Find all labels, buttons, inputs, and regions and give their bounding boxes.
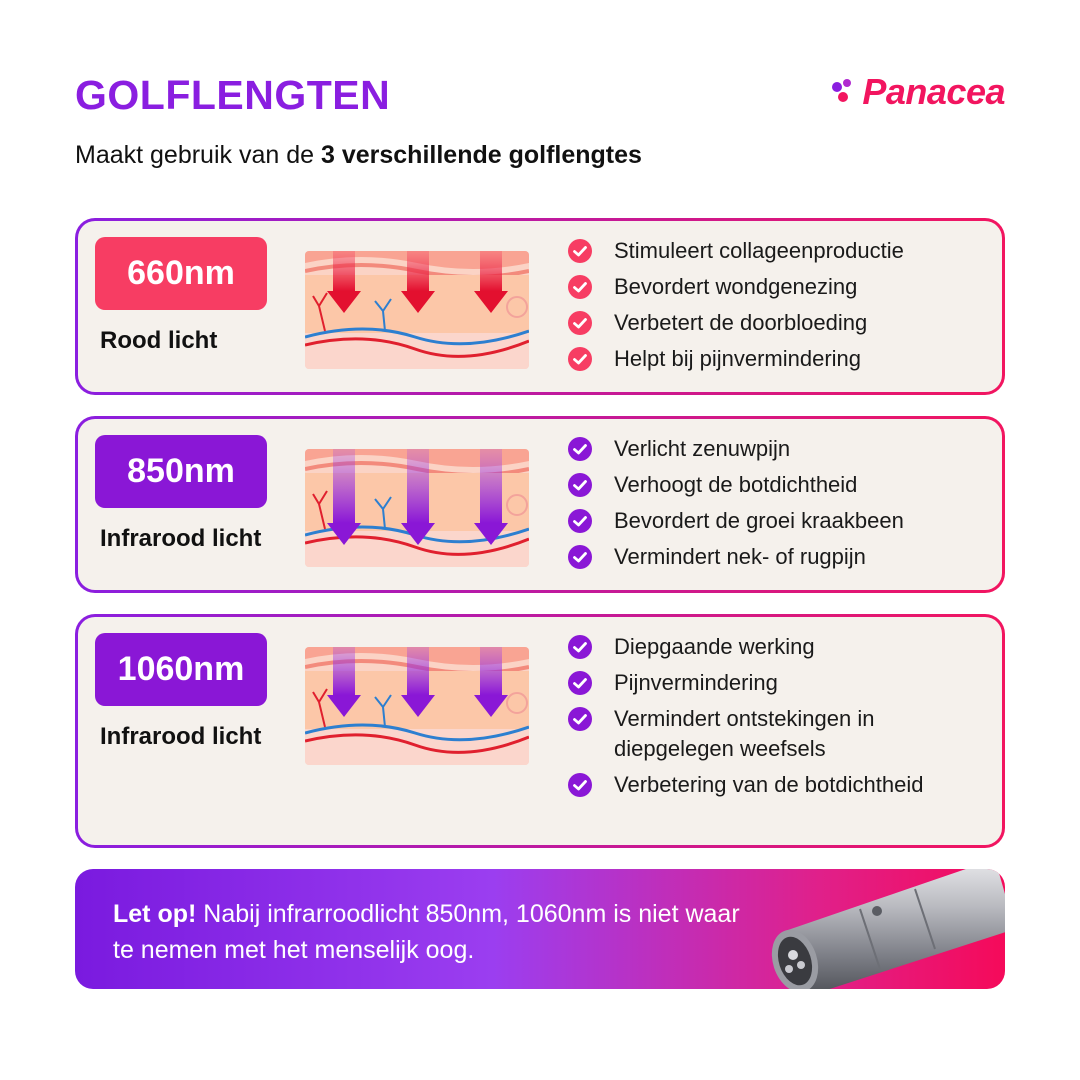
benefit-item [568,434,904,464]
check-circle-icon [568,437,592,461]
wavelength-badge: 660nm [95,237,267,310]
benefit-text: Vermindert nek- of rugpijn [614,544,866,569]
benefit-item [568,506,904,536]
subtitle [75,141,642,170]
benefit-item [568,632,938,662]
down-arrow-icon [474,449,508,545]
check-circle-icon [568,509,592,533]
panacea-dots-icon [830,77,858,107]
check-circle-icon [568,311,592,335]
check-circle-icon [568,635,592,659]
benefits-list [568,632,938,806]
wavelength-card-660 [75,218,1005,395]
check-circle-icon [568,239,592,263]
notice-body: Nabij infrarroodlicht 850nm, 1060nm is niet waar te nemen met het menselijk oog. [113,900,740,964]
benefit-text: Verhoogt de botdichtheid [614,472,858,497]
benefit-text: Bevordert wondgenezing [614,274,858,299]
benefit-text: Verlicht zenuwpijn [614,436,791,461]
check-circle-icon [568,347,592,371]
light-type-label: Infrarood licht [100,723,262,750]
benefits-list [568,236,904,380]
infrared-light-arrows [305,647,529,765]
red-light-arrows [305,251,529,369]
benefit-item [568,308,904,338]
down-arrow-icon [401,251,435,313]
flashlight-device-image [765,869,1005,989]
benefit-item [568,542,904,572]
notice-bold: Let op! [113,900,197,928]
subtitle-prefix: Maakt gebruik van de [75,141,321,169]
benefit-item [568,272,904,302]
benefit-item [568,770,938,800]
check-circle-icon [568,773,592,797]
down-arrow-icon [474,647,508,717]
down-arrow-icon [401,647,435,717]
benefit-text: Verbetering van de botdichtheid [614,772,924,797]
page-title: GOLFLENGTEN [75,72,391,118]
check-circle-icon [568,275,592,299]
benefit-item [568,344,904,374]
benefit-text: Pijnvermindering [614,670,778,695]
benefit-item [568,668,938,698]
light-type-label: Rood licht [100,327,218,354]
benefits-list [568,434,904,578]
subtitle-highlight: 3 verschillende golflengtes [320,141,642,169]
wavelength-card-1060 [75,614,1005,848]
down-arrow-icon [327,251,361,313]
down-arrow-icon [401,449,435,545]
infrared-light-arrows [305,449,529,567]
down-arrow-icon [474,251,508,313]
benefit-item [568,236,904,266]
benefit-text: Vermindert ontstekingen in diepgelegen weefsels [614,706,875,761]
benefit-text: Helpt bij pijnvermindering [614,346,862,371]
benefit-item [568,704,938,764]
skin-illustration [305,647,529,765]
wavelength-badge: 1060nm [95,633,267,706]
benefit-text: Bevordert de groei kraakbeen [614,508,904,533]
benefit-text: Stimuleert collageenproductie [614,238,904,263]
brand-logo [830,72,1005,112]
skin-illustration [305,251,529,369]
wavelength-card-850 [75,416,1005,593]
check-circle-icon [568,707,592,731]
notice-text [113,896,753,968]
down-arrow-icon [327,449,361,545]
logo-text: Panacea [862,71,1005,112]
check-circle-icon [568,545,592,569]
light-type-label: Infrarood licht [100,525,262,552]
benefit-text: Diepgaande werking [614,634,815,659]
skin-illustration [305,449,529,567]
notice-banner [75,869,1005,989]
wavelength-badge: 850nm [95,435,267,508]
benefit-item [568,470,904,500]
benefit-text: Verbetert de doorbloeding [614,310,868,335]
check-circle-icon [568,473,592,497]
check-circle-icon [568,671,592,695]
down-arrow-icon [327,647,361,717]
